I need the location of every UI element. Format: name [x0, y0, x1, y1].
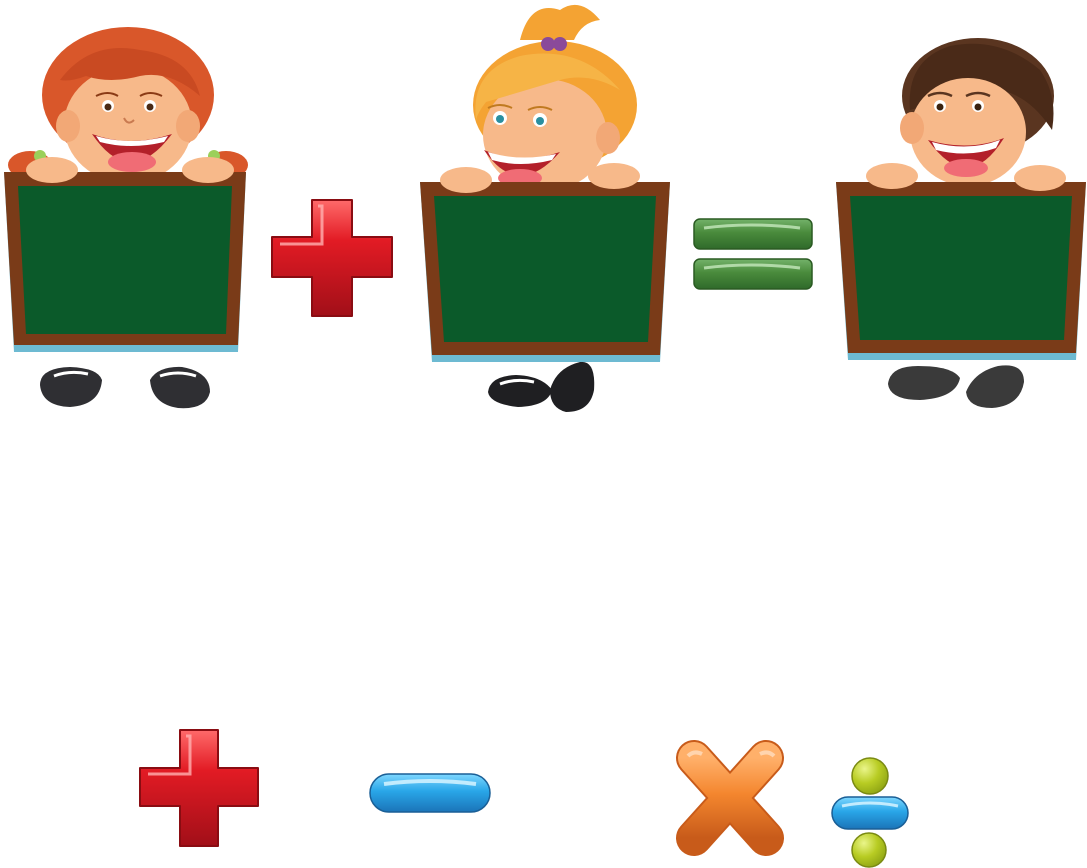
- operator-plus-icon: [140, 730, 258, 846]
- chalkboard-2: [420, 182, 670, 362]
- equation-equals-icon: [694, 219, 812, 289]
- chalkboard-1: [4, 172, 246, 352]
- operator-minus-icon: [370, 774, 490, 812]
- shoes: [888, 365, 1024, 408]
- operator-divide-icon: [832, 758, 908, 867]
- character-girl-redhead: [4, 27, 248, 408]
- character-boy-brunette: [836, 38, 1086, 408]
- equation-plus-icon: [272, 200, 392, 316]
- operator-times-icon: [688, 752, 774, 838]
- character-girl-blonde: [420, 5, 670, 412]
- face: [56, 48, 200, 183]
- chalkboard-3: [836, 182, 1086, 360]
